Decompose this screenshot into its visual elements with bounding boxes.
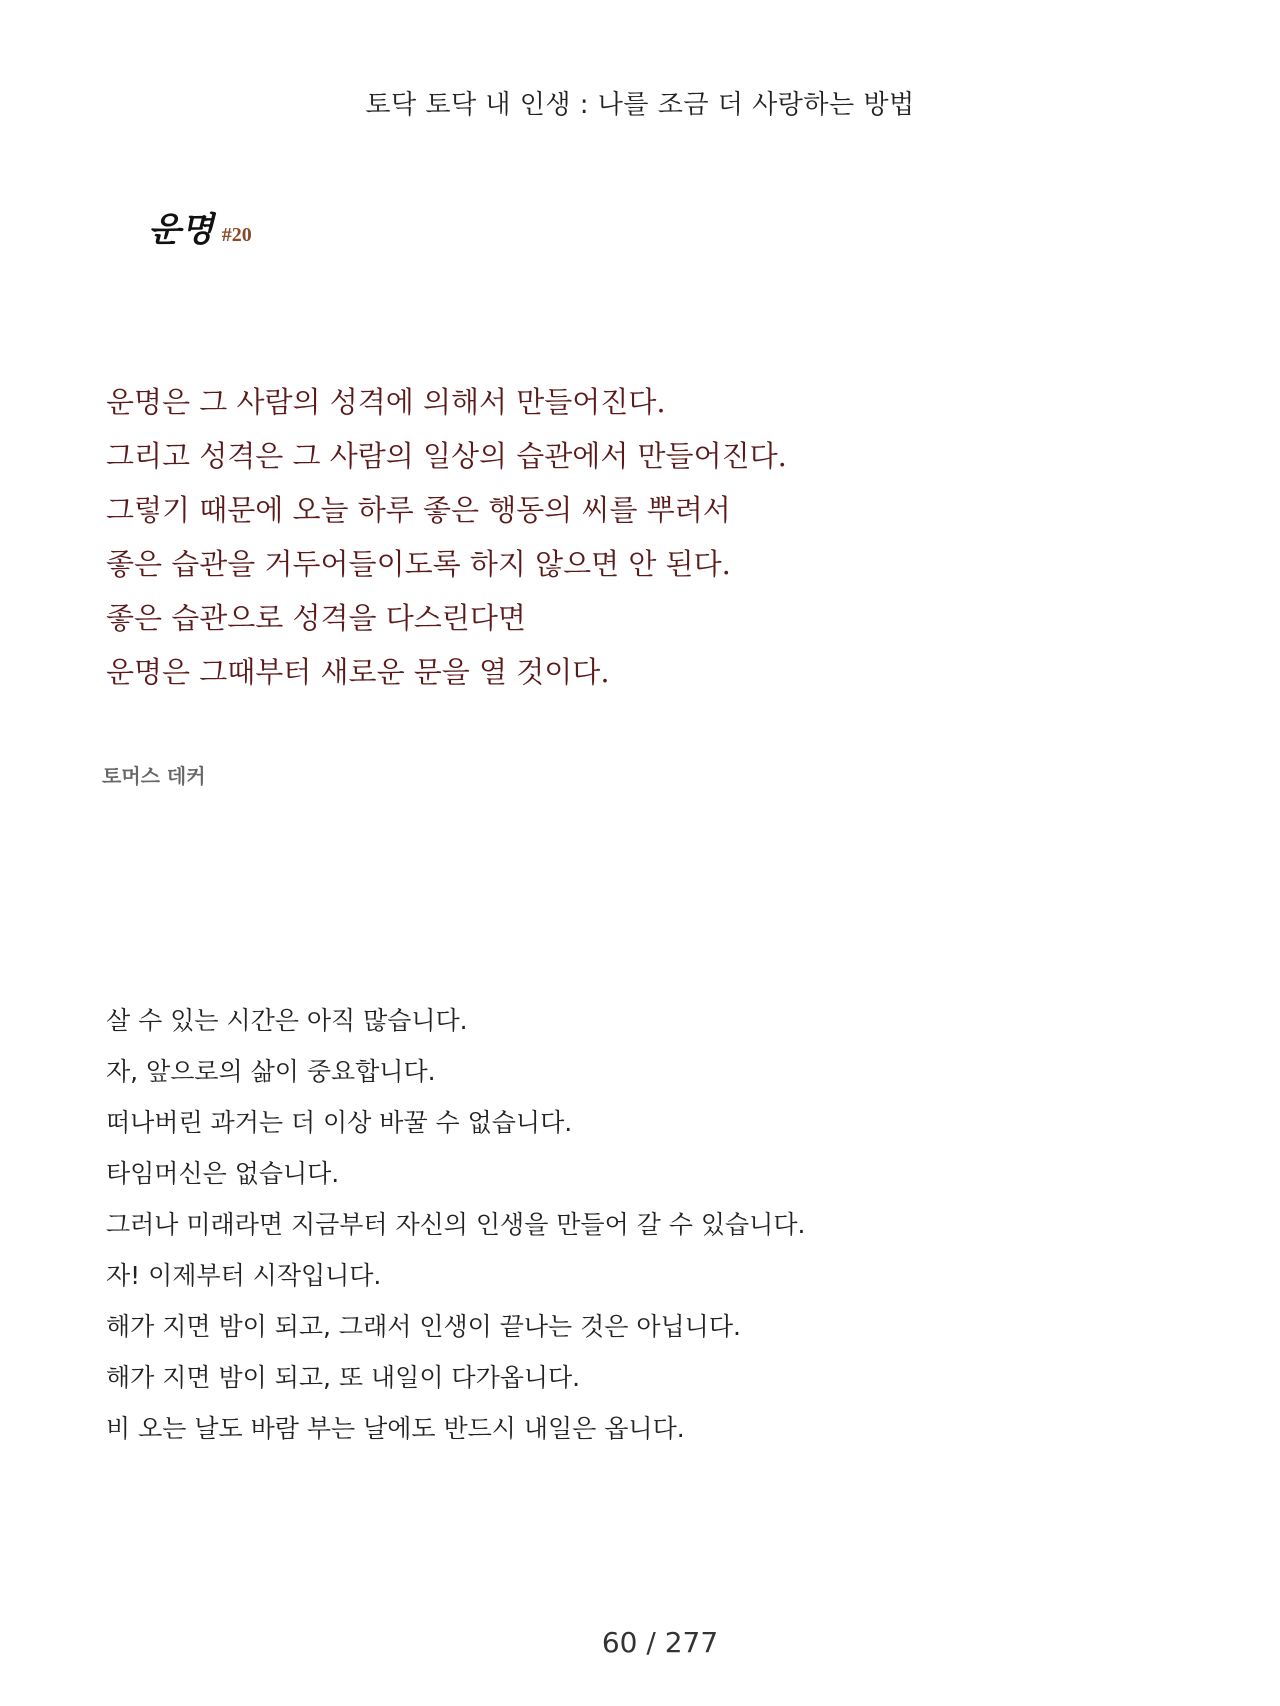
body-line: 해가 지면 밤이 되고, 그래서 인생이 끝나는 것은 아닙니다. [106,1312,741,1341]
quote-author: 토머스 데커 [102,764,206,788]
body-line: 떠나버린 과거는 더 이상 바꿀 수 없습니다. [106,1108,573,1137]
body-text [106,995,1166,1454]
quote-line: 좋은 습관으로 성격을 다스린다면 [106,601,526,635]
quote-line: 그리고 성격은 그 사람의 일상의 습관에서 만들어진다. [106,439,787,473]
body-line: 비 오는 날도 바람 부는 날에도 반드시 내일은 옵니다. [106,1414,685,1443]
quote-line: 운명은 그때부터 새로운 문을 열 것이다. [106,655,610,689]
chapter-title: 운명 [148,210,214,250]
running-header: 토닥 토닥 내 인생 : 나를 조금 더 사랑하는 방법 [365,90,915,120]
chapter-number: #20 [221,224,252,246]
chapter-heading [148,202,252,251]
quote-block [106,375,1166,699]
page-number: 60 / 277 [601,1626,719,1659]
quote-line: 운명은 그 사람의 성격에 의해서 만들어진다. [106,385,666,419]
body-line: 해가 지면 밤이 되고, 또 내일이 다가옵니다. [106,1363,581,1392]
quote-line: 그렇기 때문에 오늘 하루 좋은 행동의 씨를 뿌려서 [106,493,731,527]
body-line: 그러나 미래라면 지금부터 자신의 인생을 만들어 갈 수 있습니다. [106,1210,806,1239]
body-line: 타임머신은 없습니다. [106,1159,340,1188]
body-line: 자, 앞으로의 삶이 중요합니다. [106,1057,436,1086]
body-line: 자! 이제부터 시작입니다. [106,1261,382,1290]
body-line: 살 수 있는 시간은 아직 많습니다. [106,1006,468,1035]
quote-line: 좋은 습관을 거두어들이도록 하지 않으면 안 된다. [106,547,731,581]
